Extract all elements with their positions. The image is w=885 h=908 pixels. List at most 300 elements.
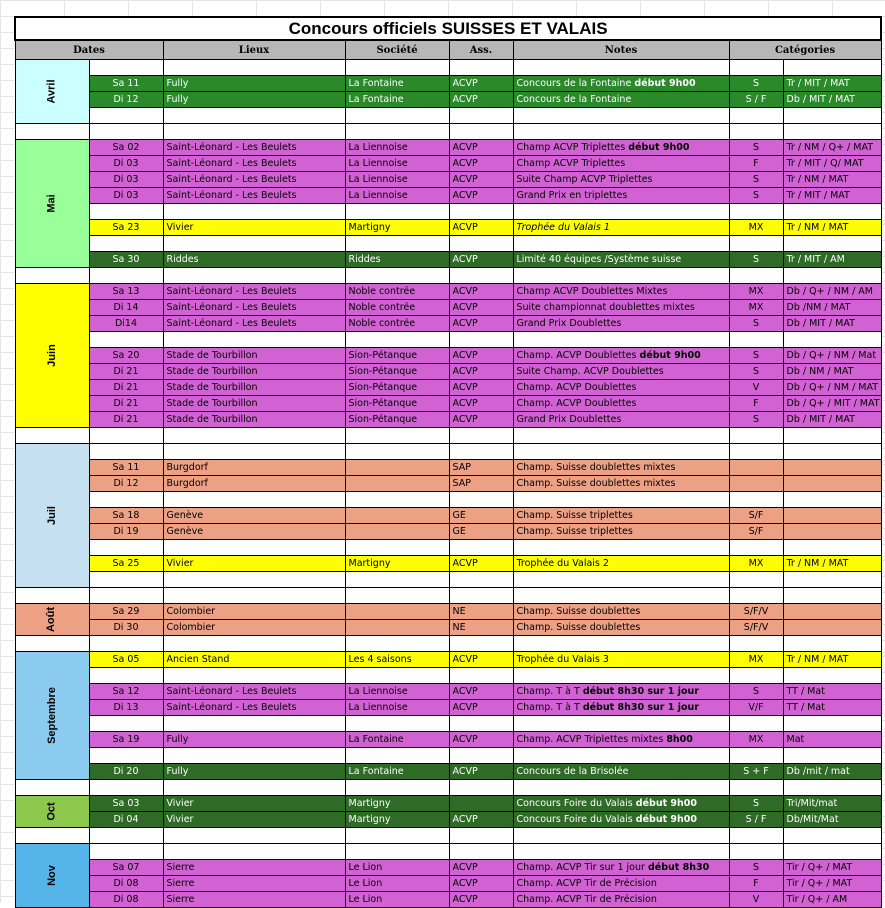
empty-cell [89,636,163,652]
place-cell: Saint-Léonard - Les Beulets [163,188,345,204]
categories-cell: Tr / MIT / AM [783,252,881,268]
notes-cell [513,236,729,252]
notes-cell [513,876,729,892]
empty-cell [15,828,89,844]
categories-cell [783,236,881,252]
categories-cell: Tri/Mit/mat [783,796,881,812]
society-cell [345,572,449,588]
categories-cell [783,492,881,508]
event-row [15,508,881,524]
notes-cell [513,540,729,556]
category-code-cell: F [729,156,783,172]
association-cell: ACVP [449,684,513,700]
society-cell: Martigny [345,812,449,828]
event-row [15,236,881,252]
categories-cell: TT / Mat [783,684,881,700]
categories-cell: Db / MIT / MAT [783,316,881,332]
event-row [15,892,881,908]
society-cell [345,540,449,556]
title-row [15,17,881,40]
category-code-cell: S [729,316,783,332]
category-code-cell [729,60,783,76]
date-cell: Di 21 [89,396,163,412]
notes-cell [513,60,729,76]
notes-cell [513,108,729,124]
categories-cell [783,716,881,732]
notes-cell [513,556,729,572]
event-row [15,460,881,476]
society-cell: Riddes [345,252,449,268]
month-label: Août [45,606,58,633]
date-cell: Di 21 [89,412,163,428]
society-cell: Martigny [345,556,449,572]
header-societe: Société [345,40,449,60]
event-row [15,92,881,108]
society-cell [345,236,449,252]
notes-emphasis: début 9h00 [639,350,701,361]
notes-text: Champ. ACVP Triplettes mixtes [516,734,664,745]
association-cell: ACVP [449,860,513,876]
place-cell: Burgdorf [163,476,345,492]
association-cell: GE [449,524,513,540]
empty-cell [513,780,729,796]
empty-cell [15,428,89,444]
notes-cell [513,76,729,92]
category-code-cell: MX [729,300,783,316]
society-cell: La Liennoise [345,700,449,716]
event-row [15,668,881,684]
category-code-cell [729,460,783,476]
notes-text: Champ ACVP Doublettes Mixtes [516,286,668,297]
notes-text: Champ. Suisse doublettes mixtes [516,462,676,473]
society-cell: Sion-Pétanque [345,348,449,364]
empty-cell [513,588,729,604]
category-code-cell: S [729,172,783,188]
header-row [15,40,881,60]
place-cell [163,716,345,732]
society-cell: La Fontaine [345,764,449,780]
categories-cell [783,476,881,492]
place-cell: Saint-Léonard - Les Beulets [163,700,345,716]
empty-cell [89,780,163,796]
empty-cell [345,588,449,604]
place-cell: Saint-Léonard - Les Beulets [163,156,345,172]
month-separator-row [15,780,881,796]
category-code-cell: S / F [729,92,783,108]
notes-cell [513,172,729,188]
society-cell [345,460,449,476]
society-cell: Sion-Pétanque [345,380,449,396]
month-label: Nov [45,865,58,886]
society-cell: La Fontaine [345,76,449,92]
notes-text: Trophée du Valais 2 [516,558,609,569]
notes-cell [513,492,729,508]
empty-cell [449,828,513,844]
event-row [15,844,881,860]
notes-text: Champ. Suisse triplettes [516,510,633,521]
event-row [15,876,881,892]
notes-cell [513,652,729,668]
date-cell: Di 08 [89,892,163,908]
categories-cell: Tr / NM / MAT [783,172,881,188]
notes-cell [513,844,729,860]
association-cell: ACVP [449,700,513,716]
event-row [15,204,881,220]
date-cell: Di14 [89,316,163,332]
notes-cell [513,220,729,236]
notes-text: Trophée du Valais 3 [516,654,609,665]
notes-text: Concours Foire du Valais [516,814,633,825]
place-cell: Burgdorf [163,460,345,476]
event-row [15,172,881,188]
place-cell [163,748,345,764]
header-ass: Ass. [449,40,513,60]
notes-cell [513,572,729,588]
place-cell: Sierre [163,860,345,876]
date-cell [89,204,163,220]
event-row [15,444,881,460]
categories-cell: Db / MIT / MAT [783,412,881,428]
event-row [15,764,881,780]
categories-cell [783,60,881,76]
category-code-cell: MX [729,556,783,572]
society-cell: Martigny [345,220,449,236]
place-cell [163,332,345,348]
date-cell: Di 03 [89,156,163,172]
category-code-cell: S [729,140,783,156]
notes-cell [513,460,729,476]
category-code-cell [729,492,783,508]
notes-text: Champ ACVP Triplettes [516,158,626,169]
empty-cell [345,428,449,444]
place-cell: Colombier [163,604,345,620]
month-separator-row [15,428,881,444]
empty-cell [783,636,881,652]
event-row [15,748,881,764]
event-row [15,60,881,76]
category-code-cell: MX [729,732,783,748]
place-cell: Vivier [163,220,345,236]
place-cell: Vivier [163,796,345,812]
event-row [15,796,881,812]
event-row [15,396,881,412]
month-label-cell [15,444,89,588]
notes-text: Grand Prix Doublettes [516,318,622,329]
empty-cell [163,124,345,140]
categories-cell: Mat [783,732,881,748]
category-code-cell: S + F [729,764,783,780]
categories-cell [783,444,881,460]
notes-cell [513,300,729,316]
notes-cell [513,412,729,428]
notes-emphasis: début 8h30 [647,862,710,873]
categories-cell [783,540,881,556]
category-code-cell [729,668,783,684]
association-cell: NE [449,620,513,636]
notes-text: Champ. T à T [516,702,580,713]
categories-cell: Db / Q+ / NM / MAT [783,380,881,396]
empty-cell [163,588,345,604]
empty-cell [783,428,881,444]
month-label-cell [15,844,89,908]
notes-text: Champ. ACVP Tir de Précision [516,878,657,889]
place-cell: Genève [163,524,345,540]
category-code-cell: V/F [729,700,783,716]
date-cell [89,444,163,460]
notes-text: Champ. T à T [516,686,580,697]
categories-cell [783,668,881,684]
empty-cell [513,268,729,284]
date-cell [89,572,163,588]
date-cell [89,668,163,684]
notes-cell [513,620,729,636]
association-cell: ACVP [449,412,513,428]
society-cell [345,604,449,620]
category-code-cell: S / F [729,812,783,828]
categories-cell: Db / Q+ / NM / Mat [783,348,881,364]
place-cell: Saint-Léonard - Les Beulets [163,684,345,700]
category-code-cell [729,748,783,764]
notes-cell [513,252,729,268]
category-code-cell: V [729,892,783,908]
society-cell: La Fontaine [345,732,449,748]
notes-cell [513,716,729,732]
notes-text: Limité 40 équipes /Système suisse [516,254,682,265]
categories-cell: Tr / MIT / Q/ MAT [783,156,881,172]
empty-cell [449,428,513,444]
association-cell [449,60,513,76]
category-code-cell [729,716,783,732]
notes-emphasis: 8h00 [666,734,693,745]
notes-text: Grand Prix Doublettes [516,414,622,425]
date-cell: Sa 25 [89,556,163,572]
date-cell: Sa 03 [89,796,163,812]
notes-cell [513,892,729,908]
category-code-cell: MX [729,220,783,236]
association-cell: ACVP [449,76,513,92]
society-cell [345,332,449,348]
category-code-cell: S/F [729,524,783,540]
notes-text: Champ. Suisse doublettes mixtes [516,478,676,489]
category-code-cell: S [729,188,783,204]
society-cell [345,620,449,636]
association-cell: ACVP [449,220,513,236]
event-row [15,492,881,508]
date-cell [89,540,163,556]
categories-cell: Db / NM / MAT [783,364,881,380]
empty-cell [449,268,513,284]
notes-text: Champ. ACVP Doublettes [516,350,637,361]
date-cell: Sa 02 [89,140,163,156]
date-cell [89,748,163,764]
place-cell: Fully [163,764,345,780]
empty-cell [449,588,513,604]
association-cell: ACVP [449,348,513,364]
association-cell [449,796,513,812]
date-cell [89,332,163,348]
notes-cell [513,860,729,876]
place-cell: Saint-Léonard - Les Beulets [163,284,345,300]
notes-emphasis: début 9h00 [635,814,698,825]
categories-cell: Db/Mit/Mat [783,812,881,828]
empty-cell [345,124,449,140]
categories-cell [783,748,881,764]
society-cell: Martigny [345,796,449,812]
notes-cell [513,284,729,300]
competition-calendar-table [14,16,882,908]
notes-cell [513,764,729,780]
association-cell: ACVP [449,732,513,748]
categories-cell: Db /NM / MAT [783,300,881,316]
event-row [15,540,881,556]
empty-cell [783,588,881,604]
place-cell [163,60,345,76]
category-code-cell: S/F [729,508,783,524]
association-cell [449,716,513,732]
header-notes: Notes [513,40,729,60]
place-cell: Genève [163,508,345,524]
empty-cell [163,780,345,796]
association-cell: ACVP [449,140,513,156]
event-row [15,732,881,748]
association-cell: ACVP [449,380,513,396]
category-code-cell: S/F/V [729,604,783,620]
association-cell: ACVP [449,892,513,908]
notes-text: Champ. ACVP Tir de Précision [516,894,657,905]
place-cell: Saint-Léonard - Les Beulets [163,316,345,332]
notes-text: Concours de la Fontaine [516,94,632,105]
place-cell: Riddes [163,252,345,268]
notes-cell [513,332,729,348]
place-cell: Sierre [163,892,345,908]
empty-cell [345,268,449,284]
place-cell: Vivier [163,556,345,572]
society-cell: La Liennoise [345,156,449,172]
date-cell: Di 21 [89,364,163,380]
association-cell [449,236,513,252]
notes-emphasis: début 9h00 [628,142,690,153]
association-cell [449,540,513,556]
place-cell: Stade de Tourbillon [163,412,345,428]
place-cell: Fully [163,76,345,92]
date-cell: Di 13 [89,700,163,716]
society-cell: La Liennoise [345,140,449,156]
month-label-cell [15,604,89,636]
notes-cell [513,508,729,524]
event-row [15,620,881,636]
society-cell [345,476,449,492]
empty-cell [729,780,783,796]
society-cell [345,108,449,124]
notes-cell [513,92,729,108]
notes-emphasis: début 8h30 sur 1 jour [582,702,699,713]
association-cell [449,572,513,588]
month-label: Oct [45,802,58,821]
society-cell: La Liennoise [345,684,449,700]
notes-text: Grand Prix en triplettes [516,190,628,201]
categories-cell: Tr / NM / Q+ / MAT [783,140,881,156]
empty-cell [345,780,449,796]
notes-cell [513,396,729,412]
date-cell: Sa 12 [89,684,163,700]
empty-cell [345,828,449,844]
place-cell [163,108,345,124]
event-row [15,348,881,364]
society-cell [345,524,449,540]
association-cell [449,108,513,124]
date-cell: Di 12 [89,92,163,108]
event-row [15,684,881,700]
categories-cell [783,108,881,124]
notes-cell [513,188,729,204]
month-label-cell [15,284,89,428]
categories-cell [783,604,881,620]
month-label: Juin [45,344,58,367]
notes-cell [513,444,729,460]
date-cell: Di 19 [89,524,163,540]
empty-cell [89,588,163,604]
event-row [15,140,881,156]
date-cell: Di 30 [89,620,163,636]
date-cell: Sa 13 [89,284,163,300]
date-cell: Sa 19 [89,732,163,748]
association-cell [449,748,513,764]
categories-cell [783,572,881,588]
date-cell: Di 14 [89,300,163,316]
event-row [15,716,881,732]
event-row [15,860,881,876]
date-cell: Sa 05 [89,652,163,668]
society-cell: Noble contrée [345,300,449,316]
place-cell: Stade de Tourbillon [163,380,345,396]
association-cell [449,332,513,348]
month-separator-row [15,636,881,652]
association-cell: ACVP [449,92,513,108]
empty-cell [729,588,783,604]
categories-cell: Db /mit / mat [783,764,881,780]
place-cell: Stade de Tourbillon [163,364,345,380]
empty-cell [729,828,783,844]
date-cell [89,60,163,76]
empty-cell [345,636,449,652]
date-cell: Sa 11 [89,460,163,476]
society-cell [345,508,449,524]
association-cell: ACVP [449,364,513,380]
place-cell [163,668,345,684]
empty-cell [449,780,513,796]
association-cell [449,492,513,508]
notes-cell [513,316,729,332]
date-cell [89,108,163,124]
notes-text: Suite championnat doublettes mixtes [516,302,695,313]
place-cell: Saint-Léonard - Les Beulets [163,140,345,156]
categories-cell [783,332,881,348]
categories-cell: TT / Mat [783,700,881,716]
month-separator-row [15,124,881,140]
category-code-cell: S/F/V [729,620,783,636]
date-cell: Sa 29 [89,604,163,620]
association-cell [449,204,513,220]
society-cell [345,492,449,508]
event-row [15,652,881,668]
category-code-cell [729,572,783,588]
date-cell: Di 03 [89,188,163,204]
association-cell: ACVP [449,300,513,316]
place-cell: Sierre [163,876,345,892]
association-cell: ACVP [449,876,513,892]
notes-cell [513,812,729,828]
society-cell: Sion-Pétanque [345,364,449,380]
